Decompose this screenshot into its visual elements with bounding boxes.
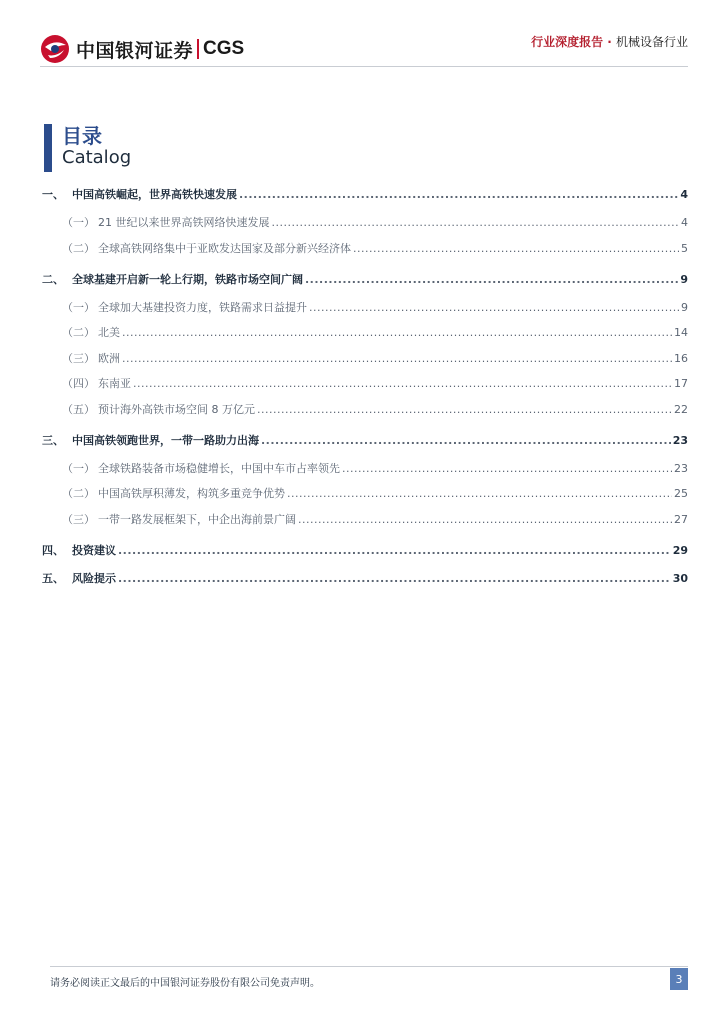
toc-leader-dots [261, 434, 671, 447]
toc-entry-page: 9 [681, 300, 688, 314]
toc-entry[interactable] [42, 186, 688, 206]
toc-entry-number: （二） [62, 241, 95, 255]
toc-entry-page: 17 [674, 377, 688, 390]
toc-entry-page: 14 [674, 326, 688, 339]
brand-name-en: CGS [203, 38, 245, 59]
sector-label: 机械设备行业 [615, 35, 688, 49]
footer-divider [50, 966, 688, 967]
toc-leader-dots [287, 487, 672, 500]
toc-leader-dots [122, 352, 672, 365]
toc-entry-page: 29 [672, 543, 688, 557]
toc-entry-page: 5 [681, 241, 688, 255]
report-type [531, 33, 688, 50]
toc-entry-number: （五） [62, 402, 95, 416]
toc-title-en: Catalog [62, 147, 132, 168]
toc-entry-page: 30 [672, 571, 688, 585]
toc-entry[interactable] [42, 324, 688, 344]
toc-leader-dots [133, 377, 672, 390]
toc-entry[interactable] [42, 542, 688, 562]
toc-entry-label: 全球基建开启新一轮上行期，铁路市场空间广阔 [72, 272, 303, 286]
toc-leader-dots [118, 572, 671, 585]
toc-leader-dots [239, 188, 678, 201]
toc-leader-dots [122, 326, 672, 339]
toc-leader-dots [342, 462, 672, 475]
title-accent-bar [44, 124, 52, 172]
cgs-logo-icon [40, 34, 70, 64]
toc-entry-page: 23 [674, 461, 688, 475]
toc-entry-number: 三、 [42, 433, 64, 447]
toc-entry-number: （四） [62, 377, 95, 390]
toc-entry[interactable] [42, 271, 688, 291]
toc-entry-label: 全球加大基建投资力度，铁路需求日益提升 [98, 300, 307, 314]
toc-leader-dots [272, 216, 680, 229]
toc-entry[interactable] [42, 375, 688, 395]
report-type-label: 行业深度报告 · [531, 35, 616, 49]
toc-entry-page: 16 [674, 351, 688, 365]
page-header [40, 30, 688, 70]
toc-leader-dots [353, 242, 679, 255]
toc-leader-dots [298, 513, 672, 526]
toc-entry-page: 4 [681, 216, 688, 229]
toc-entry[interactable] [42, 401, 688, 421]
toc-entry-label: 21 世纪以来世界高铁网络快速发展 [98, 216, 270, 229]
toc-entry[interactable] [42, 485, 688, 505]
toc-leader-dots [118, 544, 671, 557]
toc-entry-number: （一） [62, 216, 95, 229]
toc-entry[interactable] [42, 460, 688, 480]
toc-entry[interactable] [42, 570, 688, 590]
page-number: 3 [670, 968, 688, 990]
toc-leader-dots [309, 301, 679, 314]
header-divider [40, 66, 688, 67]
toc-entry-number: （三） [62, 351, 95, 365]
toc-entry-number: （二） [62, 487, 95, 500]
toc-entry-number: （三） [62, 512, 95, 526]
toc-entry[interactable] [42, 299, 688, 319]
toc-entry[interactable] [42, 432, 688, 452]
brand-separator [197, 39, 199, 59]
footer-disclaimer: 请务必阅读正文最后的中国银河证券股份有限公司免责声明。 [50, 978, 320, 989]
toc-entry-label: 风险提示 [72, 571, 116, 585]
toc-entry[interactable] [42, 240, 688, 260]
toc-entry-page: 4 [680, 188, 688, 201]
toc-entry-number: 一、 [42, 188, 64, 201]
toc-entry-label: 中国高铁崛起，世界高铁快速发展 [72, 188, 237, 201]
toc-entry-label: 全球铁路装备市场稳健增长，中国中车市占率领先 [98, 461, 340, 475]
toc-entry-label: 欧洲 [98, 351, 120, 365]
toc-entry-page: 25 [674, 487, 688, 500]
toc-title-cn: 目录 [62, 124, 102, 148]
toc-entry[interactable] [42, 214, 688, 234]
cgs-logo [40, 34, 244, 64]
toc-leader-dots [305, 273, 678, 286]
toc-entry-label: 投资建议 [72, 543, 116, 557]
toc-entry-number: 二、 [42, 272, 64, 286]
toc-entry-label: 中国高铁厚积薄发，构筑多重竞争优势 [98, 487, 285, 500]
toc-entry[interactable] [42, 511, 688, 531]
toc-entry-label: 东南亚 [98, 377, 131, 390]
toc-entry-label: 全球高铁网络集中于亚欧发达国家及部分新兴经济体 [98, 241, 351, 255]
toc-entry-label: 一带一路发展框架下，中企出海前景广阔 [98, 512, 296, 526]
toc-entry-page: 22 [674, 402, 688, 416]
toc-entry-number: （一） [62, 461, 95, 475]
toc-entry-number: 四、 [42, 543, 64, 557]
page-footer [50, 966, 688, 996]
toc-entry-page: 27 [674, 512, 688, 526]
toc-entry-page: 9 [680, 272, 688, 286]
toc-entry-number: 五、 [42, 571, 64, 585]
toc-entry-label: 北美 [98, 326, 120, 339]
toc-leader-dots [257, 403, 672, 416]
toc-entry[interactable] [42, 350, 688, 370]
toc-entry-label: 预计海外高铁市场空间 8 万亿元 [98, 402, 255, 416]
toc-entry-number: （二） [62, 326, 95, 339]
toc-entry-page: 23 [672, 433, 688, 447]
toc-entry-label: 中国高铁领跑世界，一带一路助力出海 [72, 433, 259, 447]
brand-name-cn: 中国银河证券 [76, 39, 194, 62]
toc-entry-number: （一） [62, 300, 95, 314]
